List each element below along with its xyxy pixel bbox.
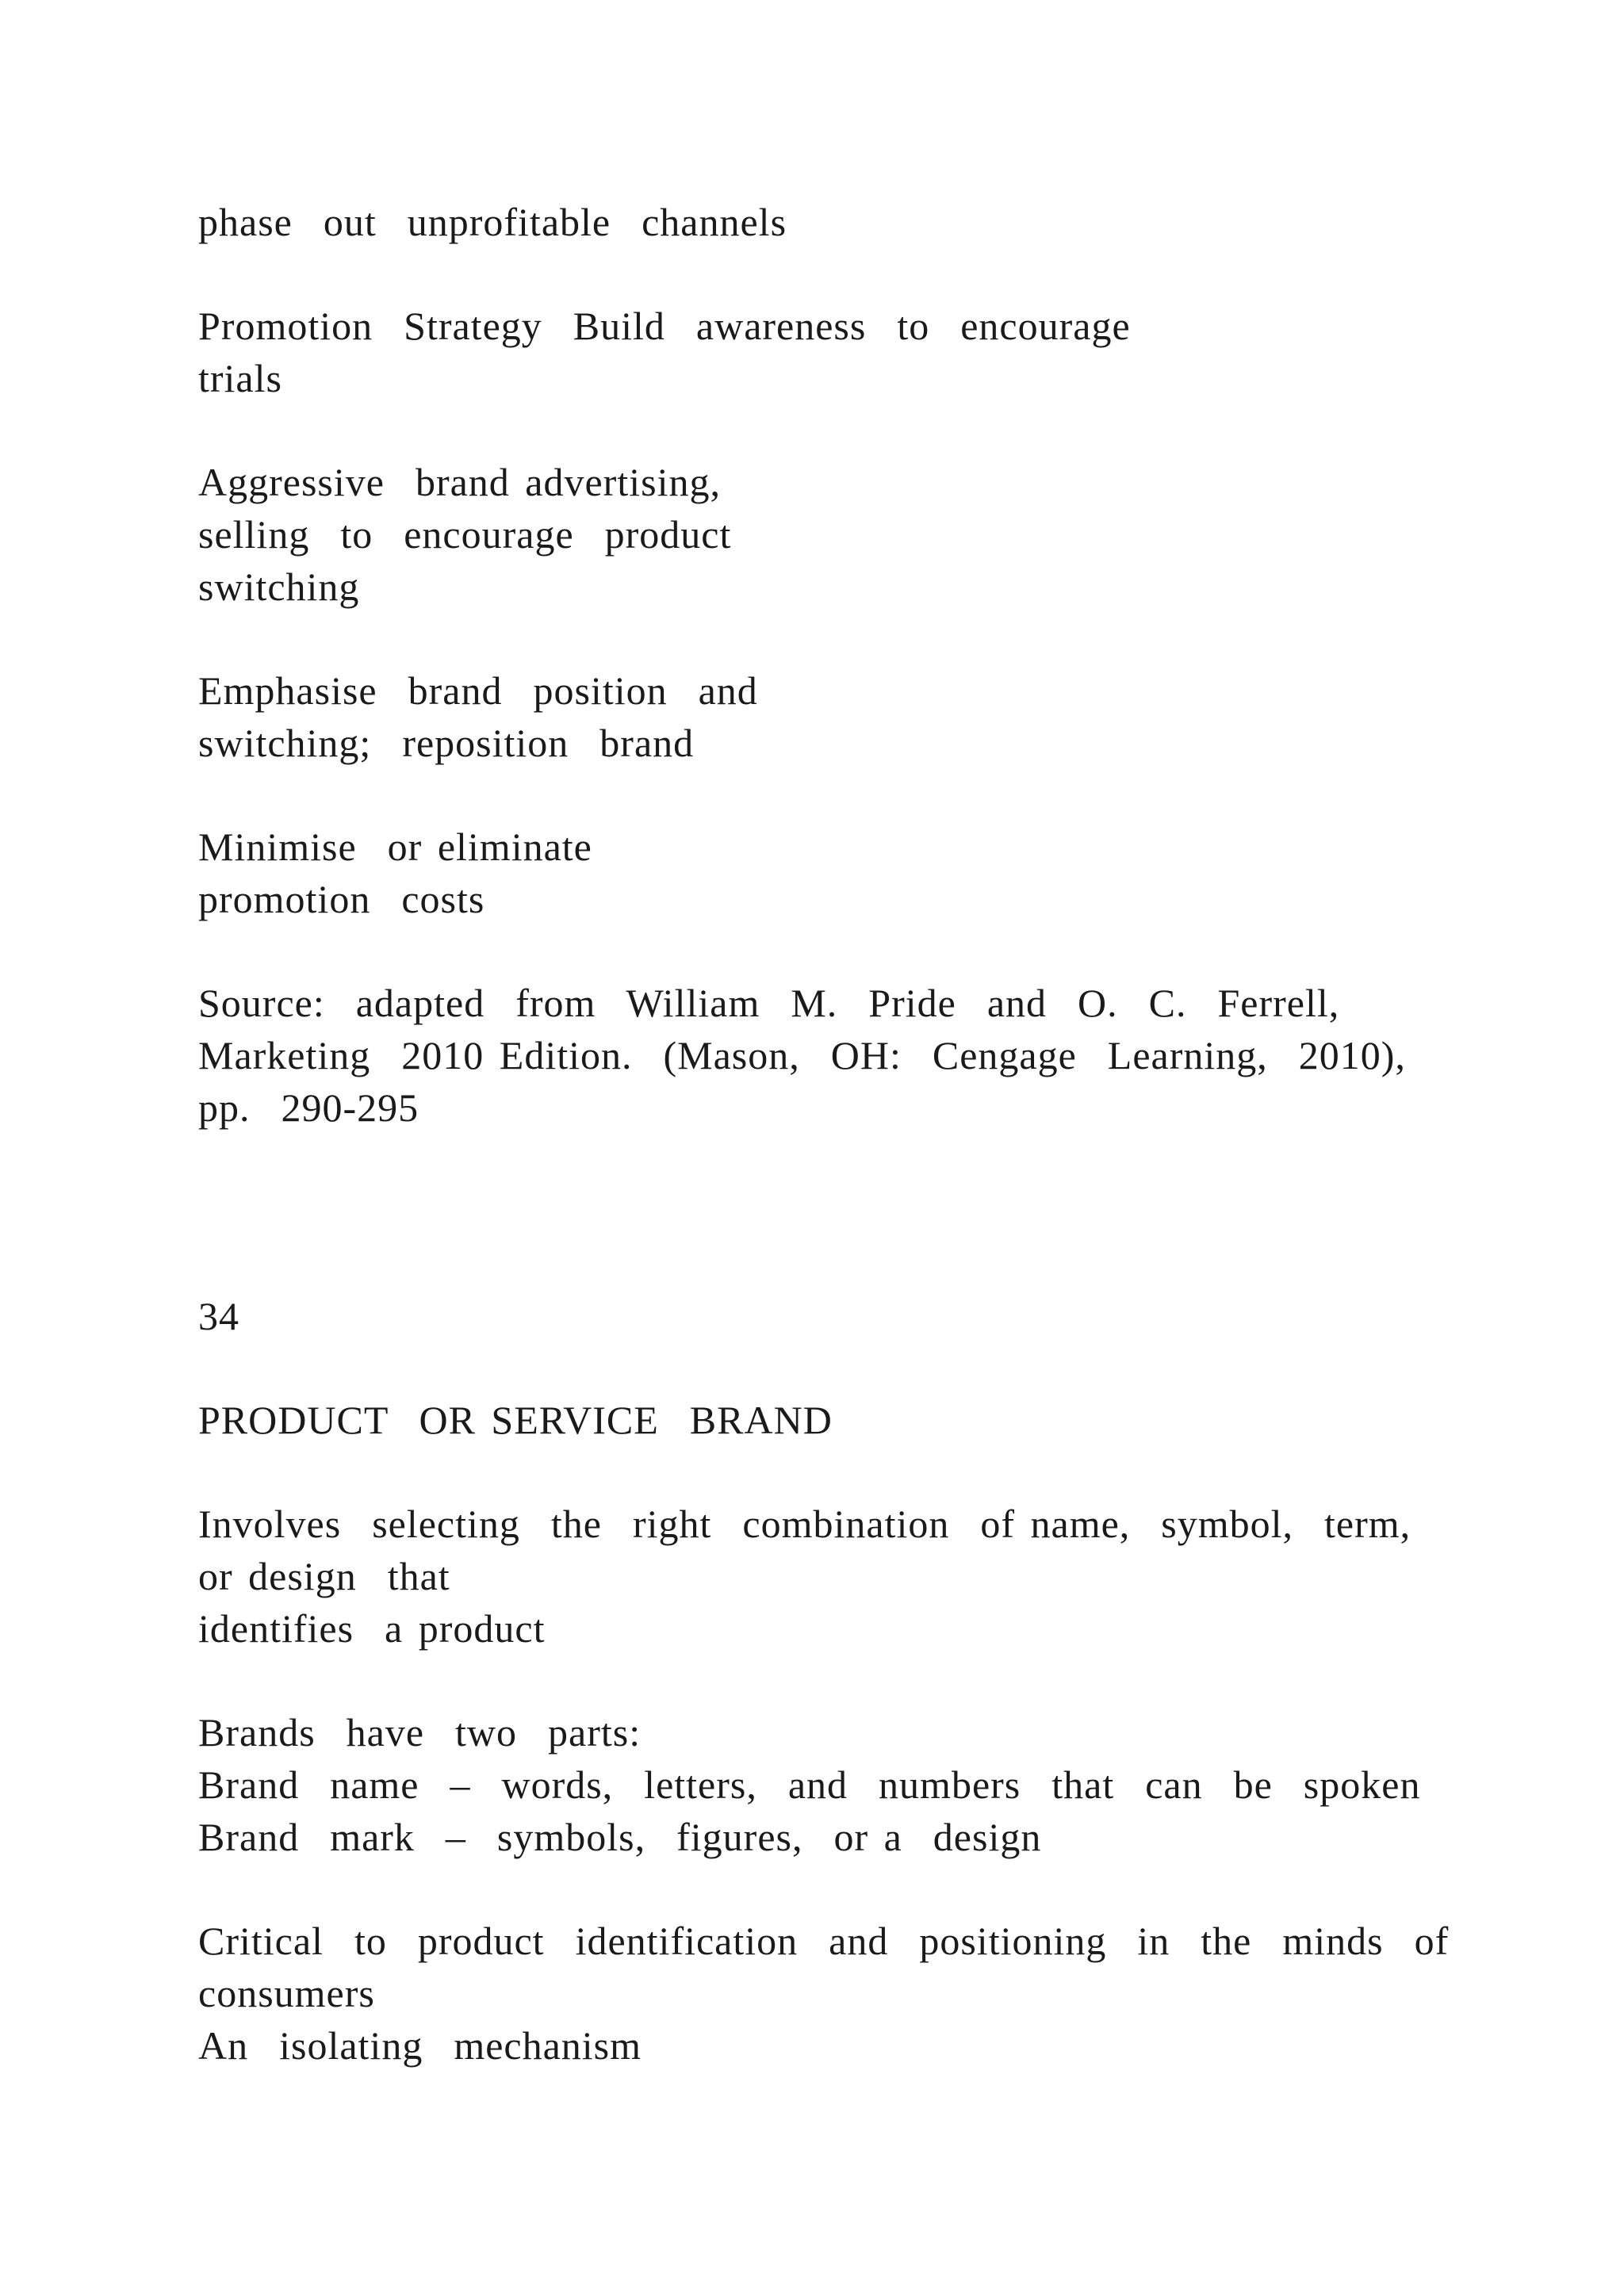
text-line: Brand mark – symbols, figures, or a design	[198, 1815, 1042, 1859]
text-line: Critical to product identification and positioning in the minds of	[198, 1919, 1450, 1963]
text-line: trials	[198, 356, 282, 400]
text-line: phase out unprofitable channels	[198, 200, 787, 244]
text-line: Emphasise brand position and	[198, 668, 758, 713]
text-line: consumers	[198, 1971, 375, 2015]
text-line: switching	[198, 564, 360, 609]
section-heading: PRODUCT OR SERVICE BRAND	[198, 1398, 833, 1442]
text-line: Involves selecting the right combination of name, symbol, term,	[198, 1502, 1411, 1546]
text-line: selling to encourage product	[198, 512, 732, 557]
text-line: Source: adapted from William M. Pride and O. C. Ferrell,	[198, 981, 1340, 1025]
text-line: switching; reposition brand	[198, 721, 695, 765]
text-line: or design that	[198, 1554, 450, 1598]
text-line: promotion costs	[198, 877, 485, 921]
text-line: identifies a product	[198, 1606, 546, 1651]
text-line: Promotion Strategy Build awareness to encourage	[198, 304, 1131, 348]
text-line: An isolating mechanism	[198, 2023, 642, 2068]
text-line: Brand name – words, letters, and numbers that can be spoken	[198, 1762, 1421, 1807]
text-line: pp. 290-295	[198, 1085, 419, 1130]
text-line: Aggressive brand advertising,	[198, 460, 721, 504]
text-line: Minimise or eliminate	[198, 825, 592, 869]
page-number: 34	[198, 1294, 239, 1338]
text-line: Brands have two parts:	[198, 1710, 642, 1755]
text-line: Marketing 2010 Edition. (Mason, OH: Cengage Learning, 2010),	[198, 1033, 1406, 1077]
